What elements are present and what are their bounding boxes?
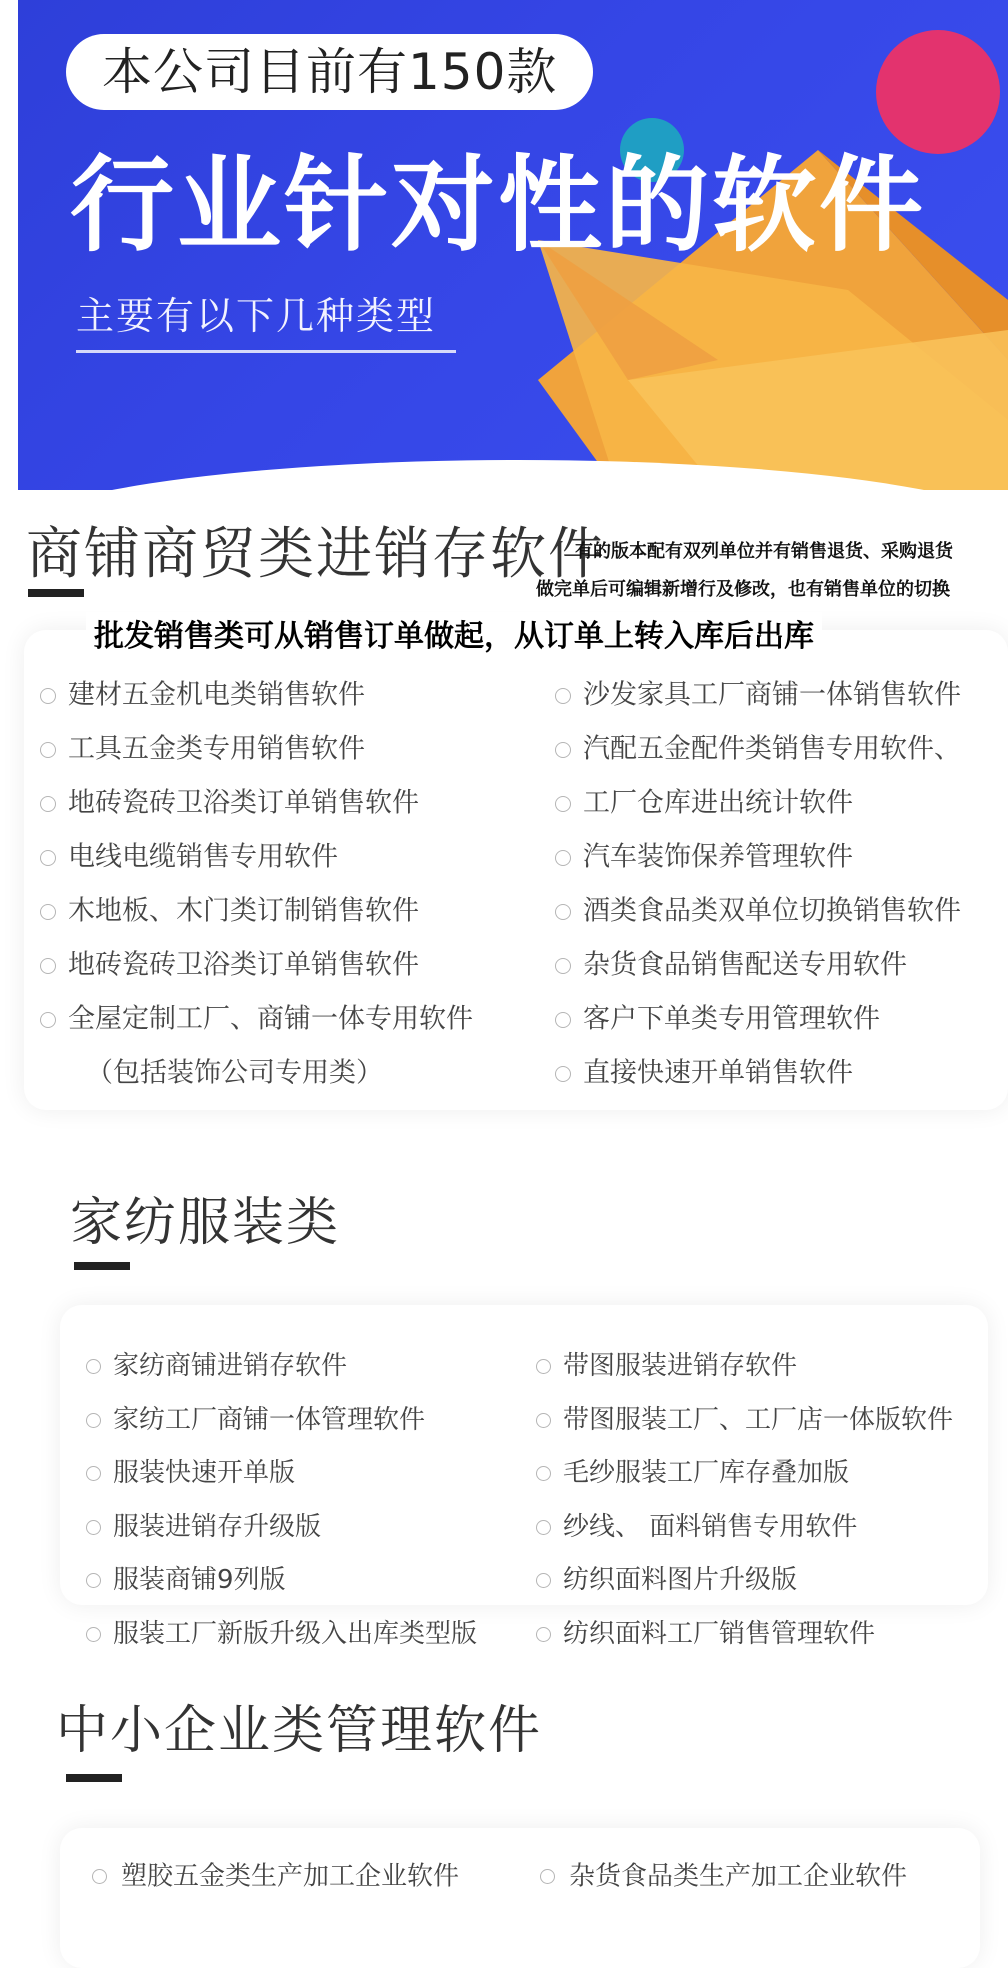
banner-title: 行业针对性的软件 [70,144,927,266]
list-item: 建材五金机电类销售软件 [40,668,473,722]
list-item: 家纺商铺进销存软件 [86,1340,477,1394]
list-item: 服装工厂新版升级入出库类型版 [86,1608,477,1662]
circle-bullet-icon [40,904,56,920]
list-item: 地砖瓷砖卫浴类订单销售软件 [40,938,473,992]
section2-title: 家纺服装类 [70,1193,341,1253]
list-item: 汽车装饰保养管理软件 [555,830,961,884]
circle-bullet-icon [92,1869,107,1884]
circle-bullet-icon [555,1012,571,1028]
section1-callout: 批发销售类可从销售订单做起，从订单上转入库后出库 [86,612,822,662]
section3-title: 中小企业类管理软件 [56,1701,543,1761]
circle-bullet-icon [40,958,56,974]
circle-bullet-icon [536,1573,551,1588]
circle-bullet-icon [86,1627,101,1642]
list-item-continuation: （包括装饰公司专用类） [86,1057,383,1089]
banner-pill: 本公司目前有150款 [66,34,593,110]
section1-note-line1: 有的版本配有双列单位并有销售退货、采购退货 [575,541,953,562]
circle-bullet-icon [536,1466,551,1481]
list-item: 木地板、木门类订制销售软件 [40,884,473,938]
list-item: 地砖瓷砖卫浴类订单销售软件 [40,776,473,830]
section1-underline [28,589,84,597]
list-item: 带图服装进销存软件 [536,1340,953,1394]
section3-underline [66,1774,122,1782]
section3-left-list [92,1850,459,1902]
circle-bullet-icon [40,850,56,866]
list-item: 纺织面料工厂销售管理软件 [536,1608,953,1662]
circle-bullet-icon [555,688,571,704]
section1-left-list [40,668,473,1100]
list-item: 塑胶五金类生产加工企业软件 [92,1850,459,1902]
circle-bullet-icon [40,796,56,812]
circle-bullet-icon [555,850,571,866]
list-item: 服装进销存升级版 [86,1501,477,1555]
list-item: 纱线、 面料销售专用软件 [536,1501,953,1555]
circle-bullet-icon [555,958,571,974]
circle-bullet-icon [40,1012,56,1028]
circle-bullet-icon [40,688,56,704]
circle-bullet-icon [86,1520,101,1535]
circle-bullet-icon [555,742,571,758]
circle-bullet-icon [555,904,571,920]
circle-bullet-icon [40,742,56,758]
banner-divider [76,350,456,353]
circle-bullet-icon [536,1359,551,1374]
circle-bullet-icon [555,1066,571,1082]
list-item: 纺织面料图片升级版 [536,1554,953,1608]
list-item: 电线电缆销售专用软件 [40,830,473,884]
list-item: 全屋定制工厂、商铺一体专用软件 [40,992,473,1046]
hero-banner [18,0,1008,490]
circle-bullet-icon [86,1466,101,1481]
section1-title: 商铺商贸类进销存软件 [26,522,606,587]
circle-bullet-icon [86,1359,101,1374]
section2-right-list [536,1340,953,1661]
list-item: 直接快速开单销售软件 [555,1046,961,1100]
list-item: 服装快速开单版 [86,1447,477,1501]
list-item: 工厂仓库进出统计软件 [555,776,961,830]
list-item: 毛纱服装工厂库存叠加版 [536,1447,953,1501]
list-item: 服装商铺9列版 [86,1554,477,1608]
section2-left-list [86,1340,477,1661]
list-item: 家纺工厂商铺一体管理软件 [86,1394,477,1448]
section3-right-list [540,1850,907,1902]
circle-bullet-icon [536,1413,551,1428]
list-item: 杂货食品类生产加工企业软件 [540,1850,907,1902]
circle-bullet-icon [555,796,571,812]
list-item: 带图服装工厂、工厂店一体版软件 [536,1394,953,1448]
circle-bullet-icon [536,1627,551,1642]
circle-bullet-icon [540,1869,555,1884]
list-item: 工具五金类专用销售软件 [40,722,473,776]
circle-bullet-icon [86,1413,101,1428]
section2-underline [74,1262,130,1270]
section1-note-line2: 做完单后可编辑新增行及修改，也有销售单位的切换 [536,579,950,600]
list-item: 汽配五金配件类销售专用软件、 [555,722,961,776]
banner-subtitle: 主要有以下几种类型 [76,294,437,338]
list-item: 杂货食品销售配送专用软件 [555,938,961,992]
list-item: 酒类食品类双单位切换销售软件 [555,884,961,938]
list-item: 客户下单类专用管理软件 [555,992,961,1046]
section1-right-list [555,668,961,1100]
circle-bullet-icon [86,1573,101,1588]
list-item: 沙发家具工厂商铺一体销售软件 [555,668,961,722]
circle-bullet-icon [536,1520,551,1535]
